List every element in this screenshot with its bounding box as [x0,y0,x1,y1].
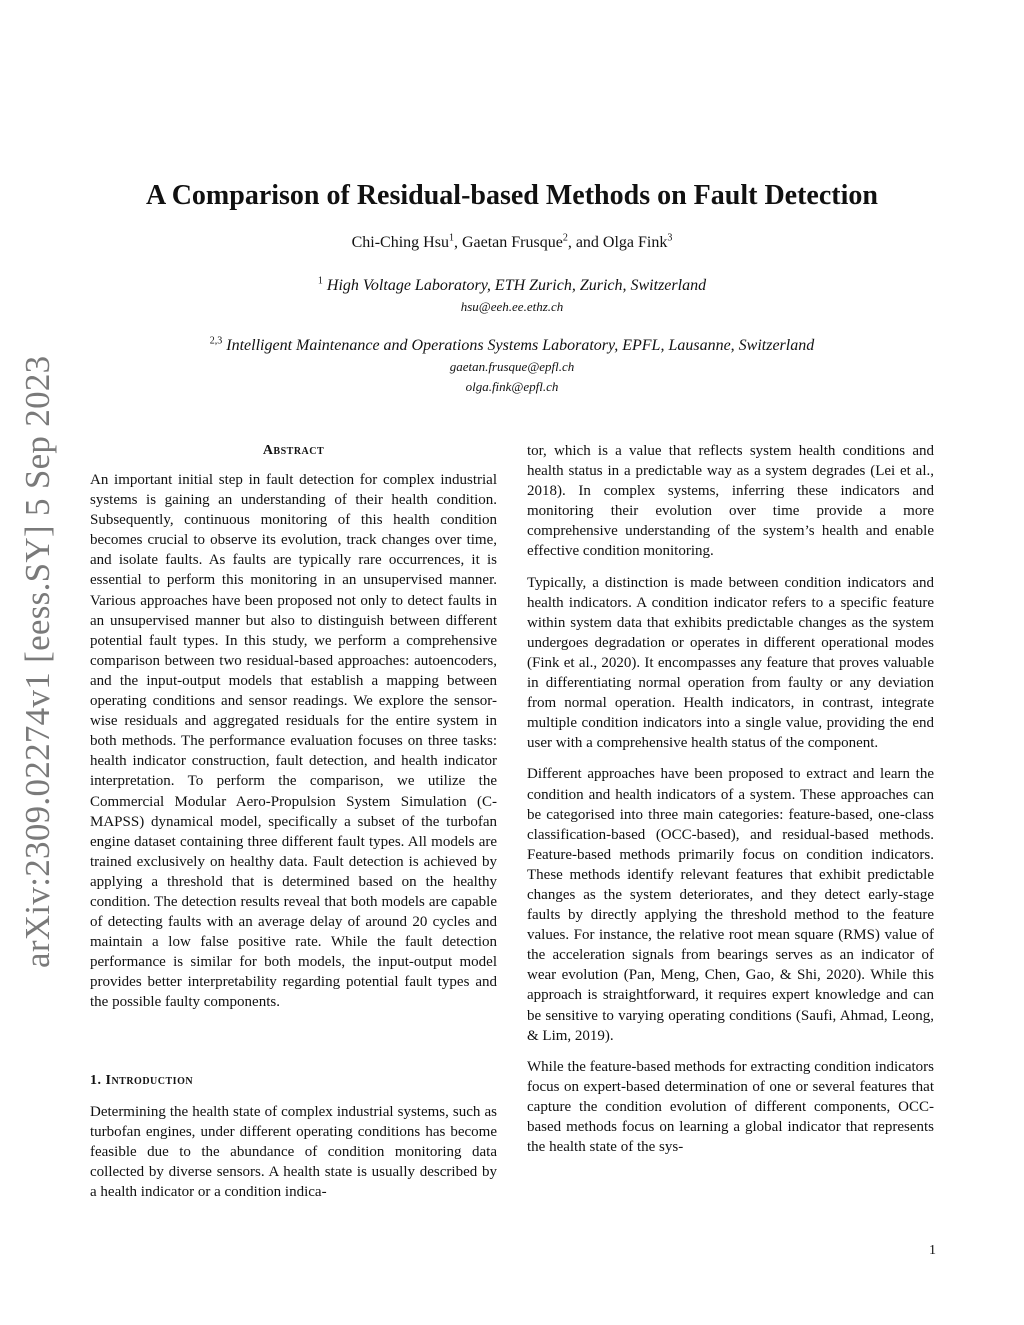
author-name: Chi-Ching Hsu [351,234,449,251]
affiliation-mark: 1 [317,275,323,287]
left-column [90,470,497,1024]
intro-paragraph: tor, which is a value that reflects system health conditions and health status in a predictable way as a system degrades (Lei et al., 2018). In complex systems, inferring these indicators and monitoring their evolution over time provide a more comprehensive understanding of the system’s health and enable effective condition monitoring. [527,443,934,560]
affiliation-epfl [90,335,934,357]
paper-title: A Comparison of Residual-based Methods on Fault Detection [146,180,878,211]
intro-paragraph: While the feature-based methods for extracting condition indicators focus on expert-based determination of one or several features that capture the condition evolution of different components, OCC-based methods focus on learning a global indicator that represents the health state of the sys- [527,1058,934,1156]
author-list [90,232,934,254]
author-name: Olga Fink [602,234,668,251]
affiliation-eth [90,275,934,297]
section-heading-introduction: 1. Introduction [90,1073,194,1088]
email-fink: olga.fink@epfl.ch [465,379,559,394]
affiliation-mark: 2,3 [209,335,223,347]
author-separator: , and [567,234,603,251]
affiliation-text: High Voltage Laboratory, ETH Zurich, Zurich, Switzerland [326,277,707,294]
right-column [527,441,934,1168]
email-hsu: hsu@eeh.ee.ethz.ch [460,299,564,314]
intro-paragraph: Different approaches have been proposed to extract and learn the condition and health indicators of a system. These approaches can be categorised into three main categories: feature-based, one-class classification-based (OCC-based), and residual-based methods. Feature-based methods primarily focus on condition indicators. These methods identify relevant features that exhibit predictable changes as the system deteriorates, and they detect early-stage faults by directly applying the threshold method to the feature values. For instance, the relative root mean square (RMS) value of the acceleration signals from bearings serves as an indicator of wear evolution (Pan, Meng, Chen, Gao, & Shi, 2020). While this approach is straightforward, it requires expert knowledge and can be sensitive to varying operating conditions (Saufi, Ahmad, Leong, & Lim, 2019). [527,766,934,1044]
intro-left-column [90,1102,497,1213]
abstract-heading: Abstract [262,443,325,458]
author-affiliation-mark: 3 [667,232,673,244]
author-affiliation-mark: 1 [448,232,454,244]
email-frusque: gaetan.frusque@epfl.ch [449,359,575,374]
abstract-paragraph: An important initial step in fault detection for complex industrial systems is gaining an understanding of their health condition. Subsequently, continuous monitoring of this health condition becomes crucial to observe its evolution, track changes over time, and isolate faults. As faults are typically rare occurrences, it is essential to perform this monitoring in an unsupervised manner. Various approaches have been proposed not only to detect faults in an unsupervised manner but also to distinguish between different potential fault types. In this study, we perform a comprehensive comparison between two residual-based approaches: autoencoders, and the input-output models that establish a mapping between operating conditions and sensor readings. We explore the sensor-wise residuals and aggregated residuals for the entire system in both methods. The performance evaluation focuses on three tasks: health indicator construction, fault detection, and health indicator interpretation. To perform the comparison, we utilize the Commercial Modular Aero-Propulsion System Simulation (C-MAPSS) dynamical model, specifically a subset of the turbofan engine dataset containing three different fault types. All models are trained exclusively on healthy data. Fault detection is achieved by applying a threshold that is determined based on the healthy condition. The detection results reveal that both models are capable of detecting faults with an average delay of around 20 cycles and maintain a low false positive rate. While the fault detection performance is similar for both models, the input-output model provides better interpretability regarding potential fault types and the possible faulty components. [90,472,497,1011]
affiliation-text: Intelligent Maintenance and Operations Systems Laboratory, EPFL, Lausanne, Switzerland [226,337,815,354]
author-affiliation-mark: 2 [562,232,568,244]
intro-paragraph: Typically, a distinction is made between condition indicators and health indicators. A condition indicator refers to a specific feature within system data that exhibits predictable changes as the system undergoes degradation or operates in different operational modes (Fink et al., 2020). It encompasses any feature that proves valuable in differentiating normal operation from faulty or any deviation from normal operation. Health indicators, in contrast, integrate multiple condition indicators into a single value, providing the end user with a comprehensive health status of the component. [527,574,934,752]
intro-paragraph: Determining the health state of complex industrial systems, such as turbofan engines, under different operating conditions has become feasible due to the abundance of condition monitoring data collected by diverse sensors. A health state is usually described by a health indicator or a condition indica- [90,1104,497,1201]
arxiv-identifier-stamp: arXiv:2309.02274v1 [eess.SY] 5 Sep 2023 [18,355,57,968]
author-name: Gaetan Frusque [461,234,563,251]
page-number: 1 [929,1243,936,1258]
author-separator: , [453,234,462,251]
